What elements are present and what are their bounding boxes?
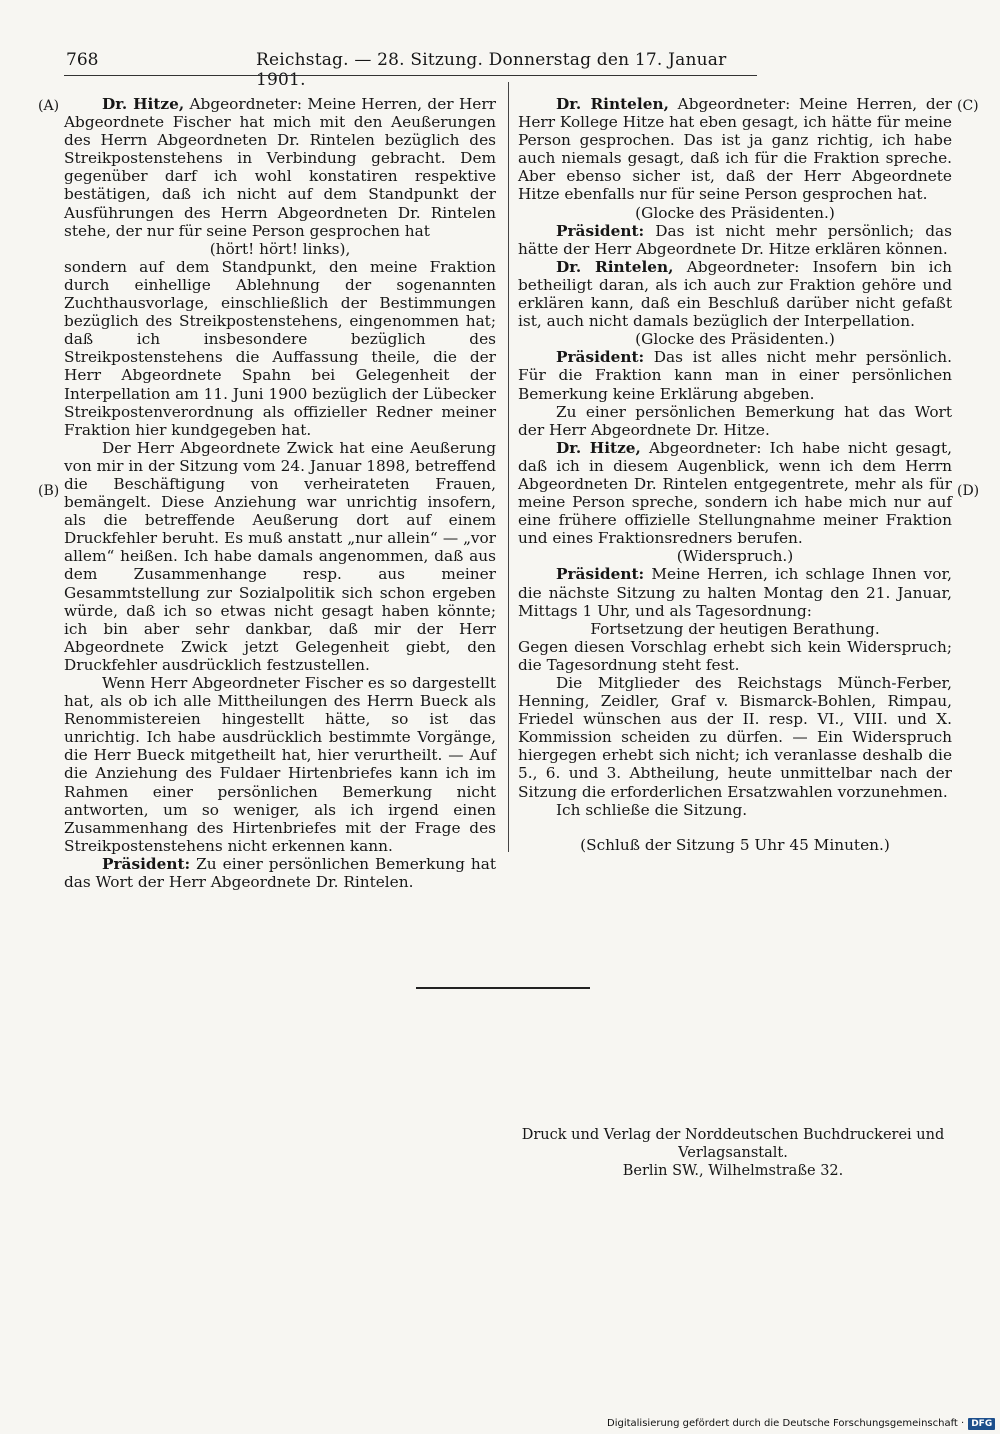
header-rule — [64, 75, 757, 76]
paragraph: Zu einer persönlichen Bemerkung hat das Wort der Herr Abgeordnete Dr. Hitze. — [518, 402, 952, 439]
paragraph: Dr. Rintelen, Abgeordneter: Insofern bin ich betheiligt daran, als ich auch zur Fraktion gehöre und erklären kann, daß ein Beschluß darüber nicht gefaßt ist, auch nicht damals bezüglich der Interpellation. — [518, 257, 952, 331]
left-column — [64, 95, 496, 891]
speaker-name: Präsident: — [556, 221, 645, 240]
paragraph: Wenn Herr Abgeordneter Fischer es so dargestellt hat, als ob ich alle Mittheilungen des Herrn Bueck als Renommistereien hingestellt hätte, so ist das unrichtig. Ich habe ausdrücklich bestimmte Vorgänge, die Herr Bueck mitgetheilt hat, hier verurtheilt. — Auf die Anziehung des Fuldaer Hirtenbriefes kann ich im Rahmen einer persönlichen Bemerkung nicht antworten, um so weniger, als ich irgend einen Zusammenhang des Hirtenbriefes mit der Frage des Streikpostenstehens nicht erkennen kann. — [64, 674, 496, 855]
margin-marker-c: (C) — [957, 98, 979, 114]
speaker-name: Präsident: — [556, 348, 645, 367]
paragraph: Dr. Hitze, Abgeordneter: Meine Herren, der Herr Abgeordnete Fischer hat mich mit den Aeußerungen des Herrn Abgeordneten Dr. Rintelen bezüglich des Streikpostenstehens in Verbindung gebracht. Dem gegenüber darf ich wohl konstatiren respektive bestätigen, daß ich nicht auf dem Standpunkt der Ausführungen des Herrn Abgeordneten Dr. Rintelen stehe, der nur für seine Person gesprochen hat — [64, 95, 496, 240]
paragraph: Dr. Hitze, Abgeordneter: Ich habe nicht gesagt, daß ich in diesem Augenblick, wenn ich dem Herrn Abgeordneten Dr. Rintelen entgegentrete, mehr als für meine Person spreche, sondern ich habe mich nur auf eine frühere offizielle Stellungnahme meiner Fraktion und eines Fraktionsredners berufen. — [518, 438, 952, 548]
paragraph: Präsident: Das ist alles nicht mehr persönlich. Für die Fraktion kann man in einer persönlichen Bemerkung keine Erklärung abgeben. — [518, 348, 952, 403]
paragraph: sondern auf dem Standpunkt, den meine Fraktion durch einhellige Ablehnung der sogenannten Zuchthausvorlage, einschließlich der Bestimmungen bezüglich des Streikpostenstehens, eingenommen hat; daß ich insbesondere bezüglich des Streikpostenstehens die Auffassung theile, die der Herr Abgeordnete Spahn bei Gelegenheit der Interpellation am 11. Juni 1900 bezüglich der Lübecker Streikpostenverordnung als offizieller Redner meiner Fraktion hier kundgegeben hat. — [64, 257, 496, 439]
running-header — [66, 50, 756, 90]
margin-marker-d: (D) — [957, 483, 980, 499]
stage-direction: (Widerspruch.) — [676, 547, 794, 566]
digitization-credit — [607, 1418, 995, 1430]
paragraph: Präsident: Zu einer persönlichen Bemerkung hat das Wort der Herr Abgeordnete Dr. Rintelen. — [64, 854, 496, 892]
paragraph: Präsident: Das ist nicht mehr persönlich; das hätte der Herr Abgeordnete Dr. Hitze erklären können. — [518, 221, 952, 258]
session-close-note: (Schluß der Sitzung 5 Uhr 45 Minuten.) — [580, 836, 890, 854]
stage-direction: (Glocke des Präsidenten.) — [635, 330, 835, 349]
dfg-logo-icon: DFG — [968, 1418, 995, 1430]
paragraph: Dr. Rintelen, Abgeordneter: Meine Herren, der Herr Kollege Hitze hat eben gesagt, ich hätte für meine Person gesprochen. Das ist ja ganz richtig, ich habe auch niemals gesagt, daß ich für die Fraktion spreche. Aber ebenso sicher ist, daß der Herr Abgeordnete Hitze ebenfalls nur für seine Person gesprochen hat. — [518, 95, 952, 204]
paragraph: Ich schließe die Sitzung. — [556, 800, 748, 819]
speaker-name: Dr. Rintelen, — [556, 95, 669, 113]
speaker-name: Dr. Rintelen, — [556, 257, 674, 276]
imprint-line: Berlin SW., Wilhelmstraße 32. — [622, 1163, 844, 1179]
right-column — [518, 95, 952, 819]
paragraph: Präsident: Meine Herren, ich schlage Ihnen vor, die nächste Sitzung zu halten Montag den 21. Januar, Mittags 1 Uhr, und als Tagesordnung: — [518, 565, 952, 620]
margin-marker-a: (A) — [38, 98, 60, 114]
speaker-name: Dr. Hitze, — [556, 438, 641, 457]
margin-marker-b: (B) — [38, 483, 60, 499]
speaker-name: Präsident: — [556, 565, 645, 584]
column-divider — [508, 82, 509, 852]
speaker-name: Dr. Hitze, — [102, 95, 185, 113]
paragraph: Gegen diesen Vorschlag erhebt sich kein Widerspruch; die Tagesordnung steht fest. — [518, 637, 952, 674]
speaker-name: Präsident: — [102, 854, 191, 873]
interjection: (hört! hört! links), — [209, 239, 351, 258]
paragraph: Der Herr Abgeordnete Zwick hat eine Aeußerung von mir in der Sitzung vom 24. Januar 1898, betreffend die Beschäftigung von verheirateten Frauen, bemängelt. Diese Anziehung war unrichtig insofern, als die betreffende Aeußerung dort auf einem Druckfehler beruht. Es muß anstatt „nur allein“ — „vor allem“ heißen. Ich habe damals angenommen, daß aus dem Zusammenhange resp. aus meiner Gesammtstellung zur Sozialpolitik sich schon ergeben würde, daß ich so etwas nicht gesagt haben könnte; ich bin aber sehr dankbar, daß mir der Herr Abgeordnete Zwick jetzt Gelegenheit giebt, den Druckfehler ausdrücklich festzustellen. — [64, 438, 496, 674]
stage-direction: (Glocke des Präsidenten.) — [635, 203, 835, 222]
page-title: Reichstag. — 28. Sitzung. Donnerstag den 17. Januar 1901. — [256, 50, 727, 90]
imprint — [513, 1126, 953, 1180]
imprint-line: Druck und Verlag der Norddeutschen Buchdruckerei und Verlagsanstalt. — [521, 1127, 945, 1161]
credit-text: Digitalisierung gefördert durch die Deutsche Forschungsgemeinschaft · — [607, 1418, 965, 1429]
page-number: 768 — [66, 50, 99, 70]
agenda-item: Fortsetzung der heutigen Berathung. — [590, 619, 880, 638]
end-rule — [416, 987, 590, 989]
paragraph: Die Mitglieder des Reichstags Münch-Ferber, Henning, Zeidler, Graf v. Bismarck-Bohlen, Rimpau, Friedel wünschen aus der II. resp. VI., VIII. und X. Kommission scheiden zu dürfen. — Ein Widerspruch hiergegen erhebt sich nicht; ich veranlasse deshalb die 5., 6. und 3. Abtheilung, heute unmittelbar nach der Sitzung die erforderlichen Ersatzwahlen vorzunehmen. — [518, 674, 952, 801]
